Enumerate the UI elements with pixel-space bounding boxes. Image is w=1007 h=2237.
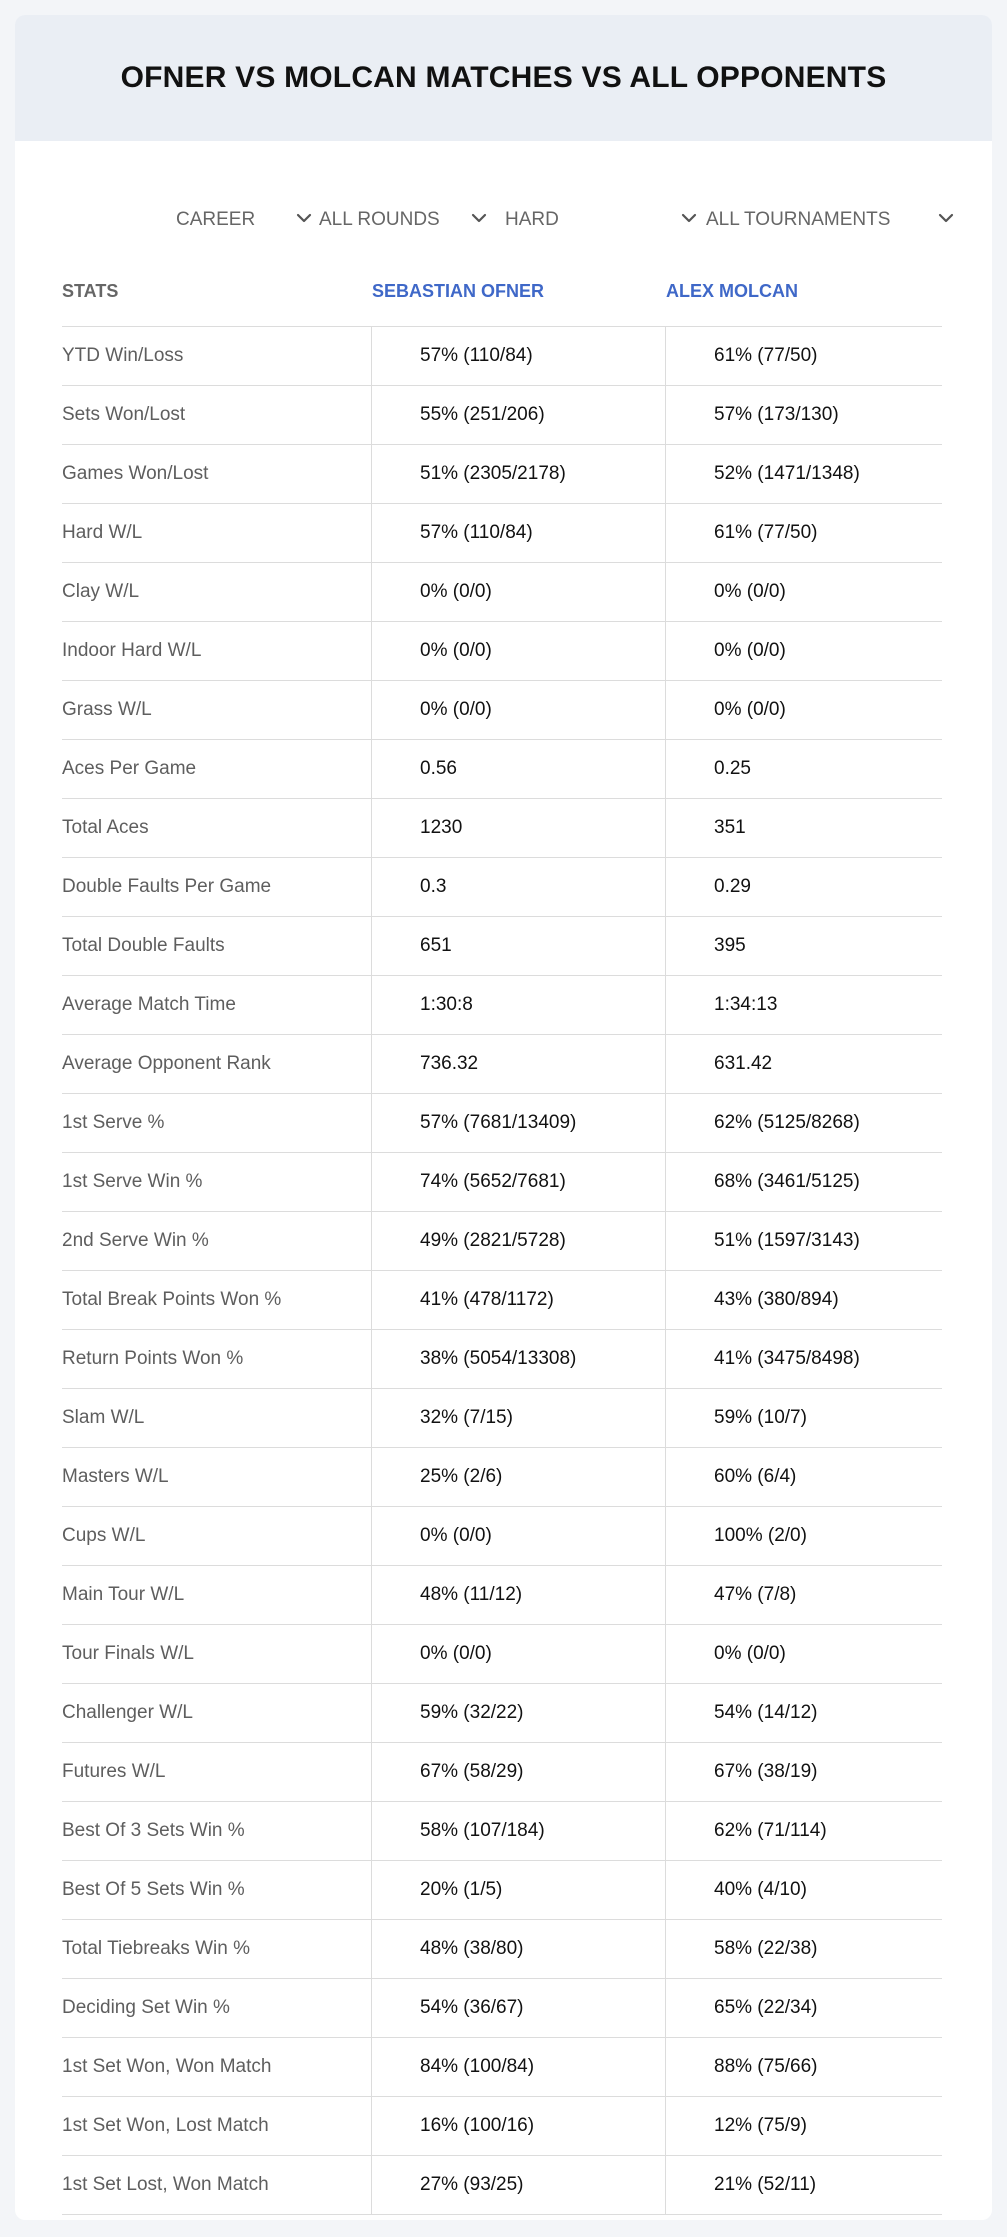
- table-row: [62, 327, 942, 386]
- stat-label: Total Break Points Won %: [62, 1271, 372, 1329]
- player2-value: 47% (7/8): [714, 1584, 797, 1605]
- surface-select-label: HARD: [505, 209, 559, 230]
- round-select-label: ALL ROUNDS: [319, 209, 440, 230]
- chevron-down-icon: [680, 209, 698, 227]
- table-row: [62, 681, 942, 740]
- player2-value: 67% (38/19): [714, 1761, 818, 1782]
- stat-label: Sets Won/Lost: [62, 386, 372, 444]
- player2-value: 52% (1471/1348): [714, 463, 860, 484]
- player1-value: 57% (7681/13409): [372, 1094, 666, 1152]
- table-row: [62, 1094, 942, 1153]
- player2-value: 395: [714, 935, 746, 956]
- round-select[interactable]: [319, 191, 499, 249]
- player2-value: 100% (2/0): [714, 1525, 807, 1546]
- table-row: [62, 917, 942, 976]
- chevron-down-icon: [295, 209, 313, 227]
- stat-label: Futures W/L: [62, 1743, 372, 1801]
- player2-value: 0% (0/0): [714, 699, 786, 720]
- stat-label: Clay W/L: [62, 563, 372, 621]
- page-title: OFNER VS MOLCAN MATCHES VS ALL OPPONENTS: [120, 61, 887, 94]
- player1-value: 0% (0/0): [372, 563, 666, 621]
- player2-value: 62% (5125/8268): [714, 1112, 860, 1133]
- table-row: [62, 1979, 942, 2038]
- player1-value: 25% (2/6): [372, 1448, 666, 1506]
- table-header: [62, 256, 942, 327]
- player1-value: 59% (32/22): [372, 1684, 666, 1742]
- table-row: [62, 976, 942, 1035]
- stats-table: [62, 256, 942, 2215]
- stat-label: YTD Win/Loss: [62, 327, 372, 385]
- player2-value: 62% (71/114): [714, 1820, 827, 1841]
- player2-value: 43% (380/894): [714, 1289, 839, 1310]
- table-row: [62, 622, 942, 681]
- stat-label: Main Tour W/L: [62, 1566, 372, 1624]
- table-row: [62, 1920, 942, 1979]
- table-row: [62, 2038, 942, 2097]
- player1-value: 84% (100/84): [372, 2038, 666, 2096]
- player2-value: 351: [714, 817, 746, 838]
- table-row: [62, 1566, 942, 1625]
- stat-label: 2nd Serve Win %: [62, 1212, 372, 1270]
- player1-value: 0% (0/0): [372, 1625, 666, 1683]
- stat-label: Total Tiebreaks Win %: [62, 1920, 372, 1978]
- tournament-select-label: ALL TOURNAMENTS: [706, 209, 891, 230]
- player2-value: 58% (22/38): [714, 1938, 818, 1959]
- player1-value: 1:30:8: [372, 976, 666, 1034]
- player2-value: 21% (52/11): [714, 2174, 817, 2195]
- player2-value: 61% (77/50): [714, 522, 818, 543]
- table-row: [62, 1684, 942, 1743]
- player1-value: 1230: [372, 799, 666, 857]
- stat-label: Return Points Won %: [62, 1330, 372, 1388]
- stats-column-header: STATS: [62, 280, 119, 301]
- surface-select[interactable]: [505, 191, 705, 249]
- period-select[interactable]: [176, 191, 321, 249]
- stat-label: Hard W/L: [62, 504, 372, 562]
- player2-value: 41% (3475/8498): [714, 1348, 860, 1369]
- table-row: [62, 1625, 942, 1684]
- stat-label: Slam W/L: [62, 1389, 372, 1447]
- stat-label: Average Match Time: [62, 976, 372, 1034]
- stat-label: Masters W/L: [62, 1448, 372, 1506]
- stat-label: Best Of 5 Sets Win %: [62, 1861, 372, 1919]
- table-row: [62, 1861, 942, 1920]
- player1-value: 0% (0/0): [372, 622, 666, 680]
- stat-label: Tour Finals W/L: [62, 1625, 372, 1683]
- player2-value: 631.42: [714, 1053, 773, 1074]
- player2-value: 40% (4/10): [714, 1879, 807, 1900]
- table-row: [62, 445, 942, 504]
- player1-value: 0% (0/0): [372, 1507, 666, 1565]
- table-row: [62, 799, 942, 858]
- player2-value: 60% (6/4): [714, 1466, 797, 1487]
- player2-value: 0.25: [714, 758, 751, 779]
- table-row: [62, 1448, 942, 1507]
- table-row: [62, 1330, 942, 1389]
- player1-value: 55% (251/206): [372, 386, 666, 444]
- player1-value: 736.32: [372, 1035, 666, 1093]
- stats-card: [15, 15, 992, 2220]
- stat-label: Aces Per Game: [62, 740, 372, 798]
- player2-value: 61% (77/50): [714, 345, 818, 366]
- player1-value: 67% (58/29): [372, 1743, 666, 1801]
- player2-column-header[interactable]: ALEX MOLCAN: [666, 280, 798, 301]
- stat-label: Best Of 3 Sets Win %: [62, 1802, 372, 1860]
- stat-label: Challenger W/L: [62, 1684, 372, 1742]
- player1-value: 20% (1/5): [372, 1861, 666, 1919]
- player2-value: 0% (0/0): [714, 640, 786, 661]
- table-row: [62, 504, 942, 563]
- player2-value: 54% (14/12): [714, 1702, 818, 1723]
- player2-value: 0.29: [714, 876, 751, 897]
- player1-value: 49% (2821/5728): [372, 1212, 666, 1270]
- player2-value: 88% (75/66): [714, 2056, 818, 2077]
- player1-value: 54% (36/67): [372, 1979, 666, 2037]
- player2-value: 0% (0/0): [714, 1643, 786, 1664]
- player1-value: 57% (110/84): [372, 327, 666, 385]
- table-row: [62, 1802, 942, 1861]
- table-row: [62, 1212, 942, 1271]
- player1-value: 48% (38/80): [372, 1920, 666, 1978]
- stat-label: 1st Set Lost, Won Match: [62, 2156, 372, 2214]
- stat-label: Average Opponent Rank: [62, 1035, 372, 1093]
- player2-value: 68% (3461/5125): [714, 1171, 860, 1192]
- table-row: [62, 1271, 942, 1330]
- player1-value: 0.3: [372, 858, 666, 916]
- player1-column-header[interactable]: SEBASTIAN OFNER: [372, 280, 545, 301]
- table-body: [62, 327, 942, 2215]
- player2-value: 12% (75/9): [714, 2115, 807, 2136]
- player2-value: 65% (22/34): [714, 1997, 818, 2018]
- stat-label: 1st Serve %: [62, 1094, 372, 1152]
- table-row: [62, 2156, 942, 2215]
- stat-label: Total Aces: [62, 799, 372, 857]
- stat-label: Cups W/L: [62, 1507, 372, 1565]
- table-row: [62, 858, 942, 917]
- stat-label: Indoor Hard W/L: [62, 622, 372, 680]
- player1-value: 0.56: [372, 740, 666, 798]
- player1-value: 27% (93/25): [372, 2156, 666, 2214]
- player2-value: 51% (1597/3143): [714, 1230, 860, 1251]
- player2-value: 0% (0/0): [714, 581, 786, 602]
- player1-value: 41% (478/1172): [372, 1271, 666, 1329]
- chevron-down-icon: [470, 209, 488, 227]
- player1-value: 51% (2305/2178): [372, 445, 666, 503]
- stat-label: Total Double Faults: [62, 917, 372, 975]
- table-row: [62, 1389, 942, 1448]
- table-row: [62, 386, 942, 445]
- player1-value: 32% (7/15): [372, 1389, 666, 1447]
- player1-value: 0% (0/0): [372, 681, 666, 739]
- player1-value: 74% (5652/7681): [372, 1153, 666, 1211]
- stat-label: Grass W/L: [62, 681, 372, 739]
- table-row: [62, 563, 942, 622]
- filter-bar: [15, 191, 992, 249]
- period-select-label: CAREER: [176, 209, 256, 230]
- stat-label: Double Faults Per Game: [62, 858, 372, 916]
- player1-value: 651: [372, 917, 666, 975]
- card-header: [15, 15, 992, 141]
- player1-value: 48% (11/12): [372, 1566, 666, 1624]
- player2-value: 1:34:13: [714, 994, 778, 1015]
- stat-label: Deciding Set Win %: [62, 1979, 372, 2037]
- tournament-select[interactable]: [706, 191, 956, 249]
- stat-label: 1st Set Won, Lost Match: [62, 2097, 372, 2155]
- player1-value: 57% (110/84): [372, 504, 666, 562]
- table-row: [62, 1035, 942, 1094]
- table-row: [62, 740, 942, 799]
- player2-value: 59% (10/7): [714, 1407, 807, 1428]
- player1-value: 16% (100/16): [372, 2097, 666, 2155]
- table-row: [62, 2097, 942, 2156]
- table-row: [62, 1743, 942, 1802]
- player1-value: 38% (5054/13308): [372, 1330, 666, 1388]
- table-row: [62, 1153, 942, 1212]
- stat-label: 1st Set Won, Won Match: [62, 2038, 372, 2096]
- table-row: [62, 1507, 942, 1566]
- player1-value: 58% (107/184): [372, 1802, 666, 1860]
- chevron-down-icon: [937, 209, 955, 227]
- stat-label: Games Won/Lost: [62, 445, 372, 503]
- stat-label: 1st Serve Win %: [62, 1153, 372, 1211]
- player2-value: 57% (173/130): [714, 404, 839, 425]
